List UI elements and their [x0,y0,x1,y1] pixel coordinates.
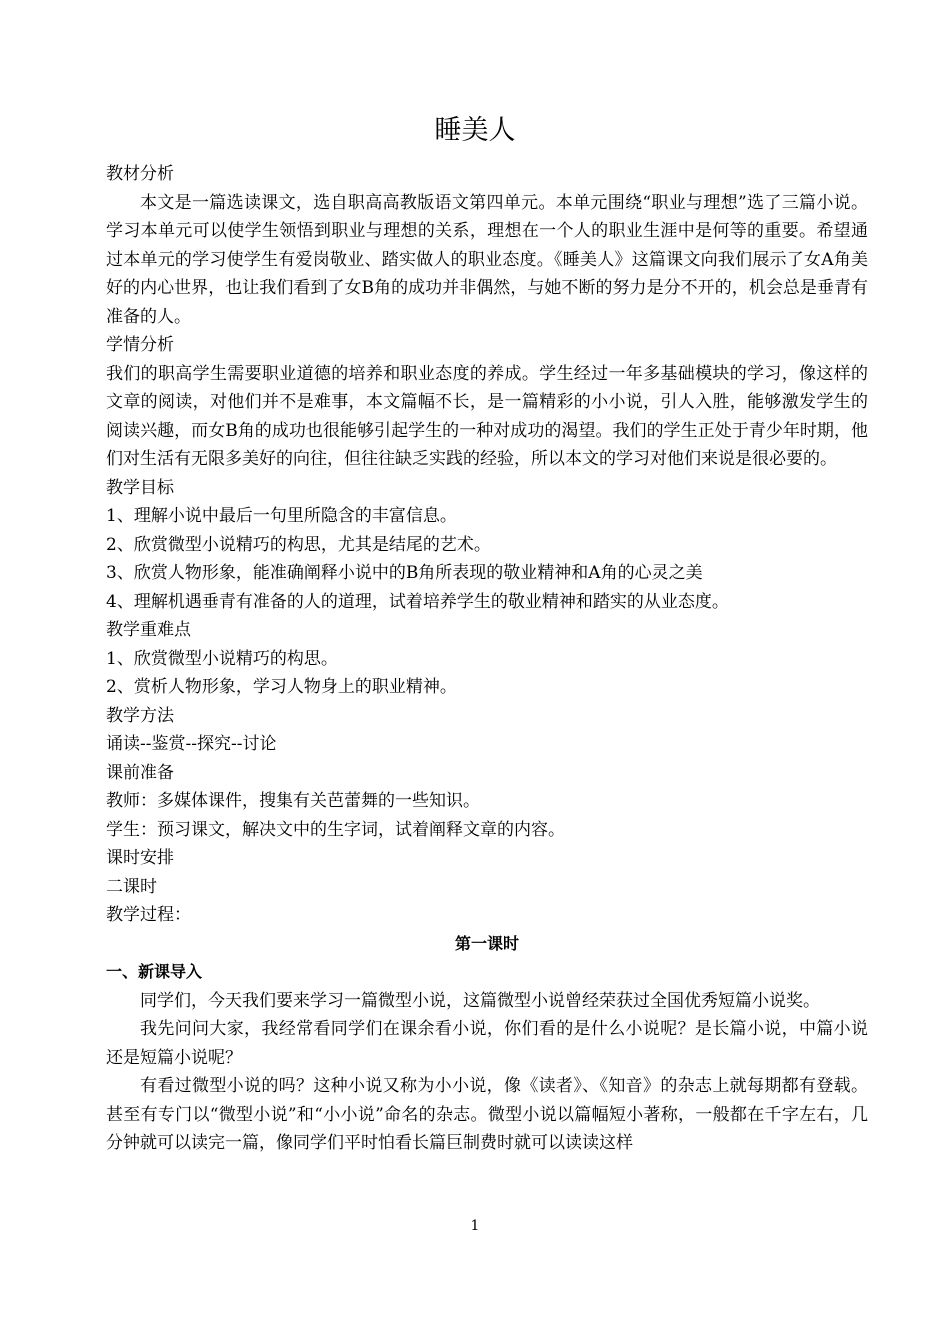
part-one-heading: 一、新课导入 [106,962,203,981]
document-title: 睡美人 [434,115,516,146]
page-number: 1 [470,1218,480,1234]
teaching-method-text: 诵读--鉴赏--探究--讨论 [106,734,277,754]
section-heading-student-analysis: 学情分析 [106,335,174,355]
preparation-student: 学生：预习课文，解决文中的生字词，试着阐释文章的内容。 [106,819,565,840]
key-point-item: 2、赏析人物形象，学习人物身上的职业精神。 [106,677,457,697]
section-heading-teaching-method: 教学方法 [106,705,174,726]
section-heading-teaching-goals: 教学目标 [106,477,174,498]
preparation-teacher: 教师：多媒体课件，搜集有关芭蕾舞的一些知识。 [106,791,480,811]
teaching-goal-item: 3、欣赏人物形象，能准确阐释小说中的B角所表现的敬业精神和A角的心灵之美 [106,563,703,583]
section-heading-key-points: 教学重难点 [106,620,191,640]
teaching-goal-item: 4、理解机遇垂青有准备的人的道理，试着培养学生的敬业精神和踏实的从业态度。 [106,591,729,612]
document-body [106,160,868,1158]
textbook-analysis-paragraph: 本文是一篇选读课文，选自职高高教版语文第四单元。本单元围绕“职业与理想”选了三篇小说。学习本单元可以使学生领悟到职业与理想的关系，理想在一个人的职业生涯中是何等的重要。希望通过本单元的学习使学生有爱岗敬业、踏实做人的职业态度。《睡美人》这篇课文向我们展示了女A角美好的内心世界，也让我们看到了女B角的成功并非偶然，与她不断的努力是分不开的，机会总是垂青有准备的人。 [106,192,868,327]
student-analysis-paragraph: 我们的职高学生需要职业道德的培养和职业态度的养成。学生经过一年多基础模块的学习，像这样的文章的阅读，对他们并不是难事，本文篇幅不长，是一篇精彩的小小说，引人入胜，能够激发学生的阅读兴趣，而女B角的成功也很能够引起学生的一种对成功的渴望。我们的学生正处于青少年时期，他们对生活有无限多美好的向往，但往往缺乏实践的经验，所以本文的学习对他们来说是很必要的。 [106,363,868,469]
key-point-item: 1、欣赏微型小说精巧的构思。 [106,648,338,669]
schedule-text: 二课时 [106,876,157,897]
teaching-goal-item: 1、理解小说中最后一句里所隐含的丰富信息。 [106,506,457,526]
process-paragraph: 我先问问大家，我经常看同学们在课余看小说，你们看的是什么小说呢？是长篇小说，中篇小说还是短篇小说呢？ [106,1019,868,1068]
process-paragraph: 同学们，今天我们要来学习一篇微型小说，这篇微型小说曾经荣获过全国优秀短篇小说奖。 [140,990,820,1011]
lesson-title: 第一课时 [454,933,519,953]
process-paragraph: 有看过微型小说的吗？这种小说又称为小小说，像《读者》、《知音》的杂志上就每期都有登载。甚至有专门以“微型小说”和“小小说”命名的杂志。微型小说以篇幅短小著称，一般都在千字左右，几分钟就可以读完一篇，像同学们平时怕看长篇巨制费时就可以读读这样 [106,1076,868,1153]
section-heading-textbook-analysis: 教材分析 [106,164,174,184]
section-heading-schedule: 课时安排 [106,848,174,868]
teaching-goal-item: 2、欣赏微型小说精巧的构思，尤其是结尾的艺术。 [106,534,491,555]
section-heading-process: 教学过程： [106,905,191,925]
section-heading-preparation: 课前准备 [106,762,174,783]
